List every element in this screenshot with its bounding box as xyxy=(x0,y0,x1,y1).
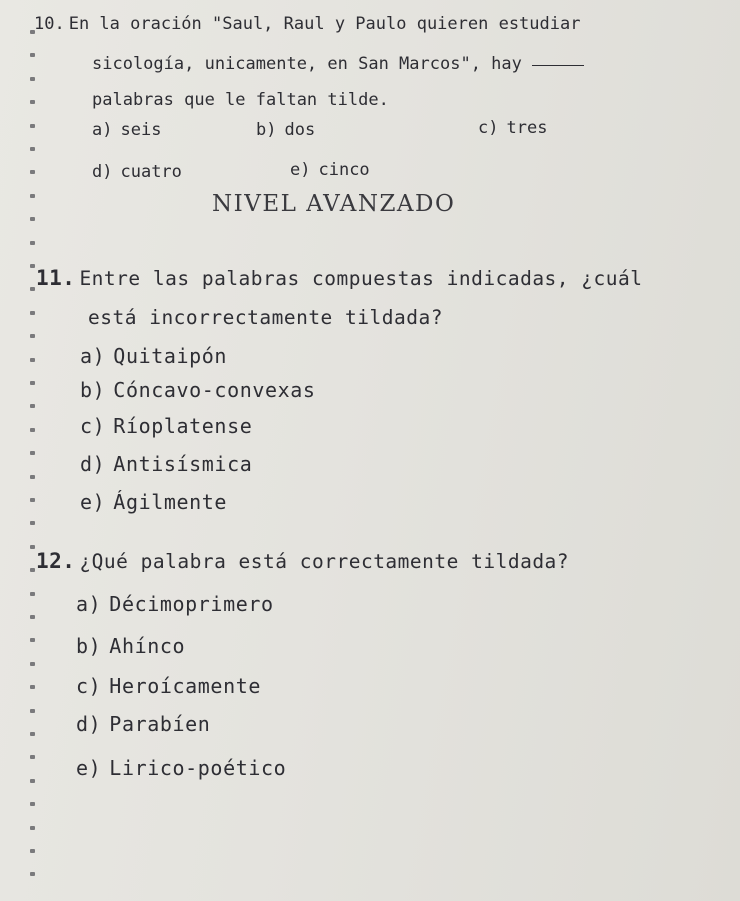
option-letter: c) xyxy=(76,674,102,698)
binder-dot xyxy=(30,217,35,221)
binder-dot xyxy=(30,124,35,128)
option-text: Décimoprimero xyxy=(109,592,274,616)
question-11-text-1: Entre las palabras compuestas indicadas, ¿cuál xyxy=(79,267,643,290)
option-text: Antisísmica xyxy=(113,452,253,476)
question-12-number: 12. xyxy=(36,549,76,573)
option-letter: d) xyxy=(92,162,113,182)
option-letter: c) xyxy=(80,414,106,438)
question-10-text-2: sicología, unicamente, en San Marcos", hay xyxy=(92,54,522,74)
question-11-line-2 xyxy=(88,306,443,329)
binder-dot xyxy=(30,77,35,81)
question-10-text-1: En la oración "Saul, Raul y Paulo quieren estudiar xyxy=(68,14,581,34)
option-letter: b) xyxy=(256,120,277,140)
option-letter: e) xyxy=(76,756,102,780)
option-text: Lirico-poético xyxy=(109,756,287,780)
option-text: seis xyxy=(120,120,162,140)
option-text: Quitaipón xyxy=(113,344,228,368)
q11-option-e[interactable] xyxy=(80,490,227,514)
option-text: cuatro xyxy=(120,162,182,182)
binder-dot xyxy=(30,428,35,432)
option-letter: e) xyxy=(80,490,106,514)
binder-dot xyxy=(30,334,35,338)
binder-dot xyxy=(30,638,35,642)
q11-option-d[interactable] xyxy=(80,452,252,476)
option-letter: e) xyxy=(290,160,311,180)
question-11-line-1 xyxy=(36,266,642,290)
option-text: Heroícamente xyxy=(109,674,261,698)
binder-dot xyxy=(30,849,35,853)
option-letter: c) xyxy=(478,118,499,138)
binder-dot xyxy=(30,615,35,619)
binder-dot xyxy=(30,170,35,174)
q12-option-d[interactable] xyxy=(76,712,210,736)
option-text: Ágilmente xyxy=(113,490,228,514)
binder-dot xyxy=(30,872,35,876)
option-text: Ahínco xyxy=(109,634,186,658)
binder-dot xyxy=(30,287,35,291)
option-text: cinco xyxy=(318,160,370,180)
question-10-line-2 xyxy=(92,54,584,74)
option-text: dos xyxy=(284,120,316,140)
section-heading: NIVEL AVANZADO xyxy=(212,191,456,217)
q10-option-c[interactable] xyxy=(478,118,547,138)
question-10-line-1 xyxy=(34,14,580,34)
q12-option-e[interactable] xyxy=(76,756,286,780)
q11-option-c[interactable] xyxy=(80,414,252,438)
binder-dot xyxy=(30,521,35,525)
binder-dot xyxy=(30,53,35,57)
answer-blank xyxy=(532,65,584,66)
binder-dot xyxy=(30,264,35,268)
binder-dot xyxy=(30,451,35,455)
q11-option-a[interactable] xyxy=(80,344,227,368)
binder-dot xyxy=(30,498,35,502)
option-text: Ríoplatense xyxy=(113,414,253,438)
q11-option-b[interactable] xyxy=(80,378,316,402)
binder-dot xyxy=(30,568,35,572)
q12-option-a[interactable] xyxy=(76,592,274,616)
binder-dot xyxy=(30,802,35,806)
binder-dot xyxy=(30,381,35,385)
question-10-line-3 xyxy=(92,90,389,110)
binder-dot xyxy=(30,826,35,830)
binder-dot xyxy=(30,475,35,479)
option-letter: a) xyxy=(92,120,113,140)
q10-option-a[interactable] xyxy=(92,120,161,140)
option-text: tres xyxy=(506,118,548,138)
question-10-text-3: palabras que le faltan tilde. xyxy=(92,90,389,110)
q10-option-d[interactable] xyxy=(92,162,182,182)
option-letter: a) xyxy=(76,592,102,616)
binder-dot xyxy=(30,358,35,362)
binder-dots xyxy=(30,30,38,890)
option-text: Parabíen xyxy=(109,712,211,736)
option-letter: b) xyxy=(80,378,106,402)
binder-dot xyxy=(30,241,35,245)
binder-dot xyxy=(30,662,35,666)
binder-dot xyxy=(30,194,35,198)
option-letter: b) xyxy=(76,634,102,658)
q10-option-e[interactable] xyxy=(290,160,370,180)
option-text: Cóncavo-convexas xyxy=(113,378,316,402)
binder-dot xyxy=(30,685,35,689)
binder-dot xyxy=(30,732,35,736)
binder-dot xyxy=(30,709,35,713)
q12-option-b[interactable] xyxy=(76,634,185,658)
binder-dot xyxy=(30,545,35,549)
binder-dot xyxy=(30,592,35,596)
binder-dot xyxy=(30,100,35,104)
binder-dot xyxy=(30,755,35,759)
binder-dot xyxy=(30,311,35,315)
option-letter: d) xyxy=(76,712,102,736)
question-12-line xyxy=(36,549,569,573)
binder-dot xyxy=(30,147,35,151)
question-10-number: 10. xyxy=(34,14,65,34)
question-12-text: ¿Qué palabra está correctamente tildada? xyxy=(79,550,570,573)
binder-dot xyxy=(30,779,35,783)
question-11-number: 11. xyxy=(36,266,76,290)
q12-option-c[interactable] xyxy=(76,674,261,698)
option-letter: d) xyxy=(80,452,106,476)
binder-dot xyxy=(30,404,35,408)
question-11-text-2: está incorrectamente tildada? xyxy=(88,306,443,329)
q10-option-b[interactable] xyxy=(256,120,315,140)
option-letter: a) xyxy=(80,344,106,368)
